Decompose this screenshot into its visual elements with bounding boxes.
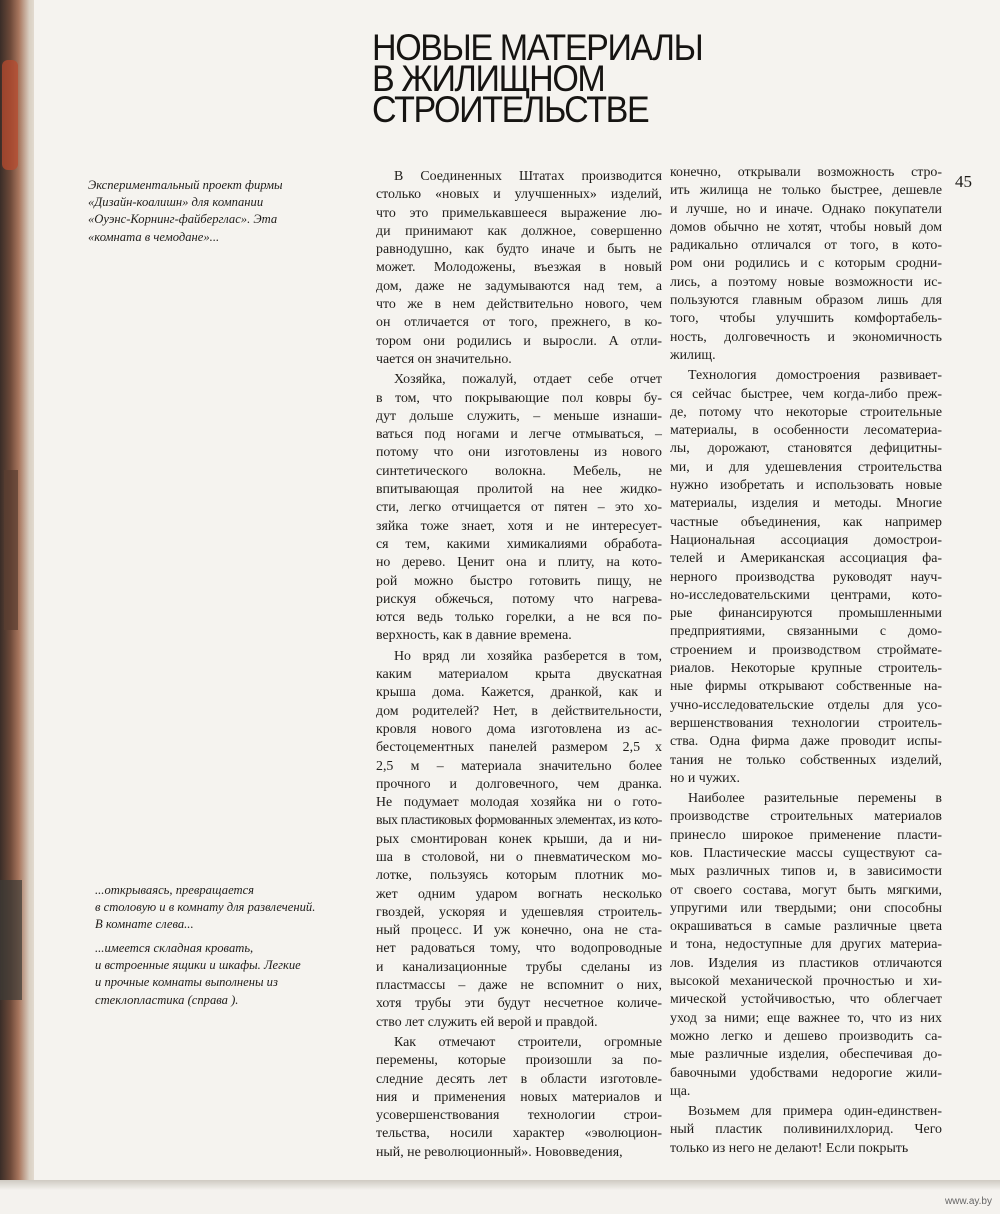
text-line: от своего состава, могут быть мягкими, [670, 882, 942, 898]
text-line: лов. Изделия из пластиков отличаются [670, 955, 942, 971]
text-line: Возьмем для примера один-единствен- [688, 1104, 942, 1120]
caption-line: ...имеется складная кровать, [95, 941, 254, 955]
text-line: мых различных типов и, в зависимости [670, 864, 942, 880]
text-line: производстве строительных материалов [670, 809, 942, 825]
text-line: можно легко и дешево производить са- [670, 1028, 942, 1044]
text-line: каким материалом крыта двускатная [376, 667, 662, 683]
paragraph [670, 790, 942, 1101]
text-line: уход за ними; еще важнее то, что из них [670, 1010, 942, 1026]
text-line: Хозяйка, пожалуй, отдает себе отчет [394, 372, 662, 388]
text-line: ства. Одна фирма даже проводит испы- [670, 734, 942, 750]
text-line: ков. Пластические массы существуют са- [670, 845, 942, 861]
text-line: тания не только собственных изделий, [670, 752, 942, 768]
text-line: бавочными удобствами недорогие жили- [670, 1065, 942, 1081]
title-line: СТРОИТЕЛЬСТВЕ [372, 89, 649, 130]
text-line: тельства, носили характер «эволюцион- [376, 1126, 662, 1142]
caption-line: и встроенные ящики и шкафы. Легкие [95, 958, 301, 973]
paragraph [376, 168, 662, 369]
text-line: высокой механической прочностью и хи- [670, 974, 942, 990]
text-line: ша в столовой, ни о пневматическом мо- [376, 849, 662, 865]
paragraph [670, 1103, 942, 1158]
caption-line: ...открываясь, превращается [95, 883, 255, 897]
text-line: но-исследовательскими центрами, кото- [670, 587, 942, 603]
text-line: строением и производством строймате- [670, 642, 942, 658]
paragraph [670, 164, 942, 365]
text-line: бестоцементных панелей размером 2,5 х [376, 740, 662, 756]
text-line: радикально отличался от того, в кото- [670, 238, 942, 254]
text-line: Как отмечают строители, огромные [394, 1034, 662, 1050]
photo-caption [95, 882, 355, 934]
text-line: пластмассы – даже не вспомнит о них, [376, 978, 662, 994]
text-line: синтетического волокна. Мебель, не [376, 463, 662, 479]
text-line: дом, даже не задумываются над тем, а [376, 278, 662, 294]
text-line: гвоздей, ускоряя и удешевляя строитель- [376, 904, 662, 920]
text-line: дут дольше служить, – меньше изнаши- [376, 408, 662, 424]
text-line: материалы, в особенности лесоматериа- [670, 423, 942, 439]
text-line: что это примелькавшееся выражение лю- [376, 205, 662, 221]
text-line: столько «новых и улучшенных» изделий, [376, 187, 662, 203]
text-line: рой можно быстро готовить пищу, не [376, 573, 662, 589]
photo-strip [0, 880, 22, 1000]
text-line: жет одним ударом вогнать несколько [376, 886, 662, 902]
text-line: частные объединения, как например [670, 514, 942, 530]
text-column-right [670, 164, 942, 1160]
text-line: мые различные изделия, обеспечивая до- [670, 1047, 942, 1063]
caption-line: в столовую и в комнату для развлечений. [95, 900, 316, 915]
text-line: ния и применения новых материалов и [376, 1089, 662, 1105]
text-line: следние десять лет в области изготовле- [376, 1071, 662, 1087]
text-line: он отличается от того, прежнего, в ко- [376, 315, 662, 331]
text-line: ный пластик поливинилхлорид. Чего [670, 1122, 942, 1138]
text-line: рых смонтирован конек крыши, да и ни- [376, 831, 662, 847]
text-line: нет радоваться тому, что водопроводные [376, 941, 662, 957]
text-line: и канализационные трубы сделаны из [376, 959, 662, 975]
text-line: вершенствования технологии строитель- [670, 715, 942, 731]
caption-line: стеклопластика (справа ). [95, 992, 239, 1007]
photo-caption [88, 177, 338, 246]
text-line: только из него не делают! Если покрыть [670, 1140, 909, 1156]
text-line: и тона, недоступные для других материа- [670, 937, 942, 953]
photo-strip [2, 60, 18, 170]
text-line: впитывающая пролитой на нее жидко- [376, 482, 662, 498]
text-line: ся тем, какими химикалиями обработа- [376, 536, 662, 552]
text-line: и лучше, но и иначе. Однако покупатели [670, 201, 942, 217]
watermark: www.ay.by [944, 1196, 992, 1207]
text-line: В Соединенных Штатах производится [394, 169, 662, 184]
caption-line: «Дизайн-коалишн» для компании [88, 195, 264, 210]
caption-line: В комнате слева... [95, 917, 194, 932]
text-line: лотке, пользуясь которым плотник мо- [376, 868, 662, 884]
article-title [372, 27, 703, 130]
text-line: чается он значительно. [376, 351, 512, 367]
text-line: ми, и для удешевления строительства [670, 459, 942, 475]
photo-caption [95, 940, 355, 1009]
text-line: того, чтобы улучшить комфортабель- [670, 311, 942, 327]
text-line: Национальная ассоциация домострои- [670, 532, 942, 548]
caption-line: и прочные комнаты выполнены из [95, 975, 278, 990]
text-line: предприятиями, связанными с домо- [670, 624, 942, 640]
text-line: ются ведь только горелки, а не вся по- [376, 610, 662, 626]
text-column-left [376, 168, 662, 1164]
text-line: перемены, которые произошли за по- [376, 1053, 662, 1069]
text-line: ром они родились и с которым сродни- [670, 256, 942, 272]
text-line: верхность, как в давние времена. [376, 628, 572, 644]
text-line: лы, дорожают, становятся дефицитны- [670, 441, 942, 457]
text-line: ить жилища не только быстрее, дешевле [670, 183, 942, 199]
page-bottom-edge [0, 1180, 1000, 1214]
paragraph [670, 367, 942, 788]
title-line: НОВЫЕ МАТЕРИАЛЫ [372, 27, 703, 68]
text-line: Не подумает молодая хозяйка ни о гото- [376, 795, 662, 811]
page-number: 45 [955, 172, 972, 191]
text-line: дом родителей? Нет, в действительности, [376, 703, 662, 719]
text-line: ный, не революционный». Нововведения, [376, 1144, 623, 1160]
text-line: прочного и долговечного, чем дранка. [376, 776, 662, 792]
text-line: Наиболее разительные перемены в [688, 791, 942, 807]
text-line: ные фирмы открывают собственные на- [670, 679, 942, 695]
text-line: нерного производства руководят науч- [670, 569, 942, 585]
text-line: рые финансируются промышленными [670, 606, 942, 622]
text-line: конечно, открывали возможность стро- [670, 165, 942, 180]
text-line: ся сейчас быстрее, чем когда-либо преж- [670, 386, 942, 402]
text-line: учно-исследовательские отделы для усо- [670, 697, 942, 713]
text-line: ность, долговечность и экономичность [670, 329, 942, 345]
text-line: принесло широкое применение пласти- [670, 827, 942, 843]
text-line: телей и Американская ассоциация фа- [670, 551, 942, 567]
paragraph [376, 648, 662, 1032]
text-line: домов обычно не хотят, чтобы новый дом [670, 219, 942, 235]
text-line: материалы, изделия и методы. Многие [670, 496, 942, 512]
text-line: вых пластиковых формованных элементах, из кото- [376, 813, 662, 829]
text-line: но и чужих. [670, 770, 740, 786]
text-line: упругими или твердыми; они способны [670, 900, 942, 916]
text-line: ваться под ногами и легче отмываться, – [376, 427, 662, 443]
caption-line: Экспериментальный проект фирмы [88, 178, 283, 192]
text-line: в том, что покрывающие пол ковры бу- [376, 390, 662, 406]
paragraph [376, 371, 662, 645]
text-line: де, потому что некоторые строительные [670, 404, 942, 420]
text-line: потому что они изготовлены из нового [376, 445, 662, 461]
text-line: жилищ. [670, 347, 716, 363]
title-line: В ЖИЛИЩНОМ [372, 58, 605, 99]
text-line: тором они родились и выросли. А отли- [376, 333, 662, 349]
text-line: равнодушно, как будто иначе и быть не [376, 242, 662, 258]
text-line: лись, а поэтому новые возможности ис- [670, 274, 942, 290]
text-line: крыша дома. Кажется, дранкой, как и [376, 685, 662, 701]
text-line: риалов. Некоторые крупные строитель- [670, 661, 942, 677]
text-line: зяйка тоже знает, хотя и не интересует- [376, 518, 662, 534]
text-line: мической устойчивостью, что облегчает [670, 992, 942, 1008]
text-line: ща. [670, 1083, 691, 1099]
text-line: кровля нового дома изготовлена из ас- [376, 721, 662, 737]
text-line: нужно изобретать и использовать новые [670, 478, 942, 494]
text-line: хотя трубы эти будут несчетное количе- [376, 996, 662, 1012]
text-line: ди принимают как должное, совершенно [376, 223, 662, 239]
text-line: что же в нем действительно нового, чем [376, 297, 662, 313]
text-line: рискуя обжечься, потому что нагрева- [376, 591, 662, 607]
text-line: сти, легко отчищается от пятен – это хо- [376, 500, 662, 516]
text-line: Технология домостроения развивает- [688, 368, 942, 384]
caption-line: «комната в чемодане»... [88, 229, 220, 244]
text-line: но дерево. Ценит она и плиту, на кото- [376, 555, 662, 571]
text-line: окрашиваться в самые различные цвета [670, 919, 942, 935]
paragraph [376, 1034, 662, 1162]
text-line: может. Молодожены, въезжая в новый [376, 260, 662, 276]
text-line: усовершенствования технологии строи- [376, 1108, 662, 1124]
text-line: пользуются главным образом лишь для [670, 293, 942, 309]
text-line: Но вряд ли хозяйка разберется в том, [394, 648, 662, 664]
photo-strip [4, 470, 18, 630]
text-line: 2,5 м – материала значительно более [376, 758, 662, 774]
caption-line: «Оуэнс-Корнинг-файберглас». Эта [88, 212, 278, 227]
text-line: ный процесс. И уж конечно, она не ста- [376, 923, 662, 939]
text-line: ство лет служить ей верой и правдой. [376, 1014, 598, 1030]
